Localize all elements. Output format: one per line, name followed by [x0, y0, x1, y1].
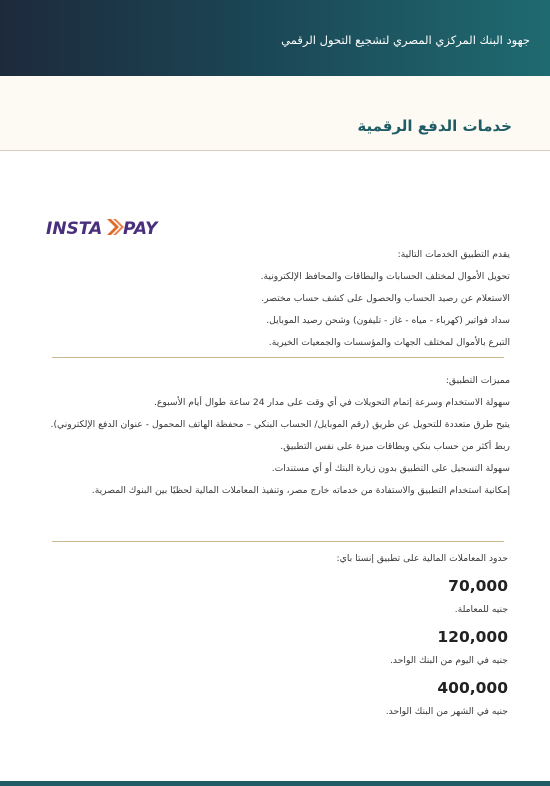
logo-arrow-icon	[107, 219, 124, 235]
divider	[52, 541, 504, 542]
list-item: التبرع بالأموال لمختلف الجهات والمؤسسات والجمعيات الخيرية.	[268, 337, 510, 348]
limits-title: حدود المعاملات المالية على تطبيق إنستا باي:	[336, 553, 508, 564]
list-item: تحويل الأموال لمختلف الحسابات والبطاقات والمحافظ الإلكترونية.	[260, 271, 510, 282]
list-item: يتيح طرق متعددة للتحويل عن طريق (رقم الموبايل/ الحساب البنكي – محفظة الهاتف المحمول - عنوان الدفع الإلكتروني).	[50, 419, 510, 430]
limit-desc: جنيه في الشهر من البنك الواحد.	[385, 706, 508, 717]
list-item: سداد فواتير (كهرباء - مياه - غاز - تليفون) وشحن رصيد الموبايل.	[266, 315, 510, 326]
list-item: ربط أكثر من حساب بنكي وبطاقات ميزة على نفس التطبيق.	[280, 441, 510, 452]
services-intro: يقدم التطبيق الخدمات التالية:	[397, 249, 510, 260]
limit-amount: 70,000	[448, 577, 508, 595]
title-area	[0, 76, 550, 151]
logo-text-insta: INSTA	[46, 219, 103, 239]
divider	[52, 357, 504, 358]
limit-desc: جنيه في اليوم من البنك الواحد.	[390, 655, 508, 666]
logo-text-pay: PAY	[123, 219, 158, 239]
limit-amount: 400,000	[437, 679, 508, 697]
footer-band	[0, 781, 550, 786]
features-list	[40, 370, 510, 502]
features-intro: مميزات التطبيق:	[445, 375, 510, 386]
list-item: سهولة الاستخدام وسرعة إتمام التحويلات في أي وقت على مدار 24 ساعة طوال أيام الأسبوع.	[153, 397, 510, 408]
section-title: خدمات الدفع الرقمية	[357, 117, 512, 135]
header-title: جهود البنك المركزي المصري لتشجيع التحول الرقمي	[281, 33, 530, 47]
limit-desc: جنيه للمعاملة.	[454, 604, 508, 615]
list-item: إمكانية استخدام التطبيق والاستفادة من خدماته خارج مصر، وتنفيذ المعاملات المالية لحظيًا بين البنوك المصرية.	[91, 485, 510, 496]
list-item: سهولة التسجيل على التطبيق بدون زيارة البنك أو أي مستندات.	[271, 463, 510, 474]
limit-amount: 120,000	[437, 628, 508, 646]
instapay-logo	[45, 214, 160, 240]
list-item: الاستعلام عن رصيد الحساب والحصول على كشف حساب مختصر.	[261, 293, 510, 304]
services-list	[40, 244, 510, 354]
